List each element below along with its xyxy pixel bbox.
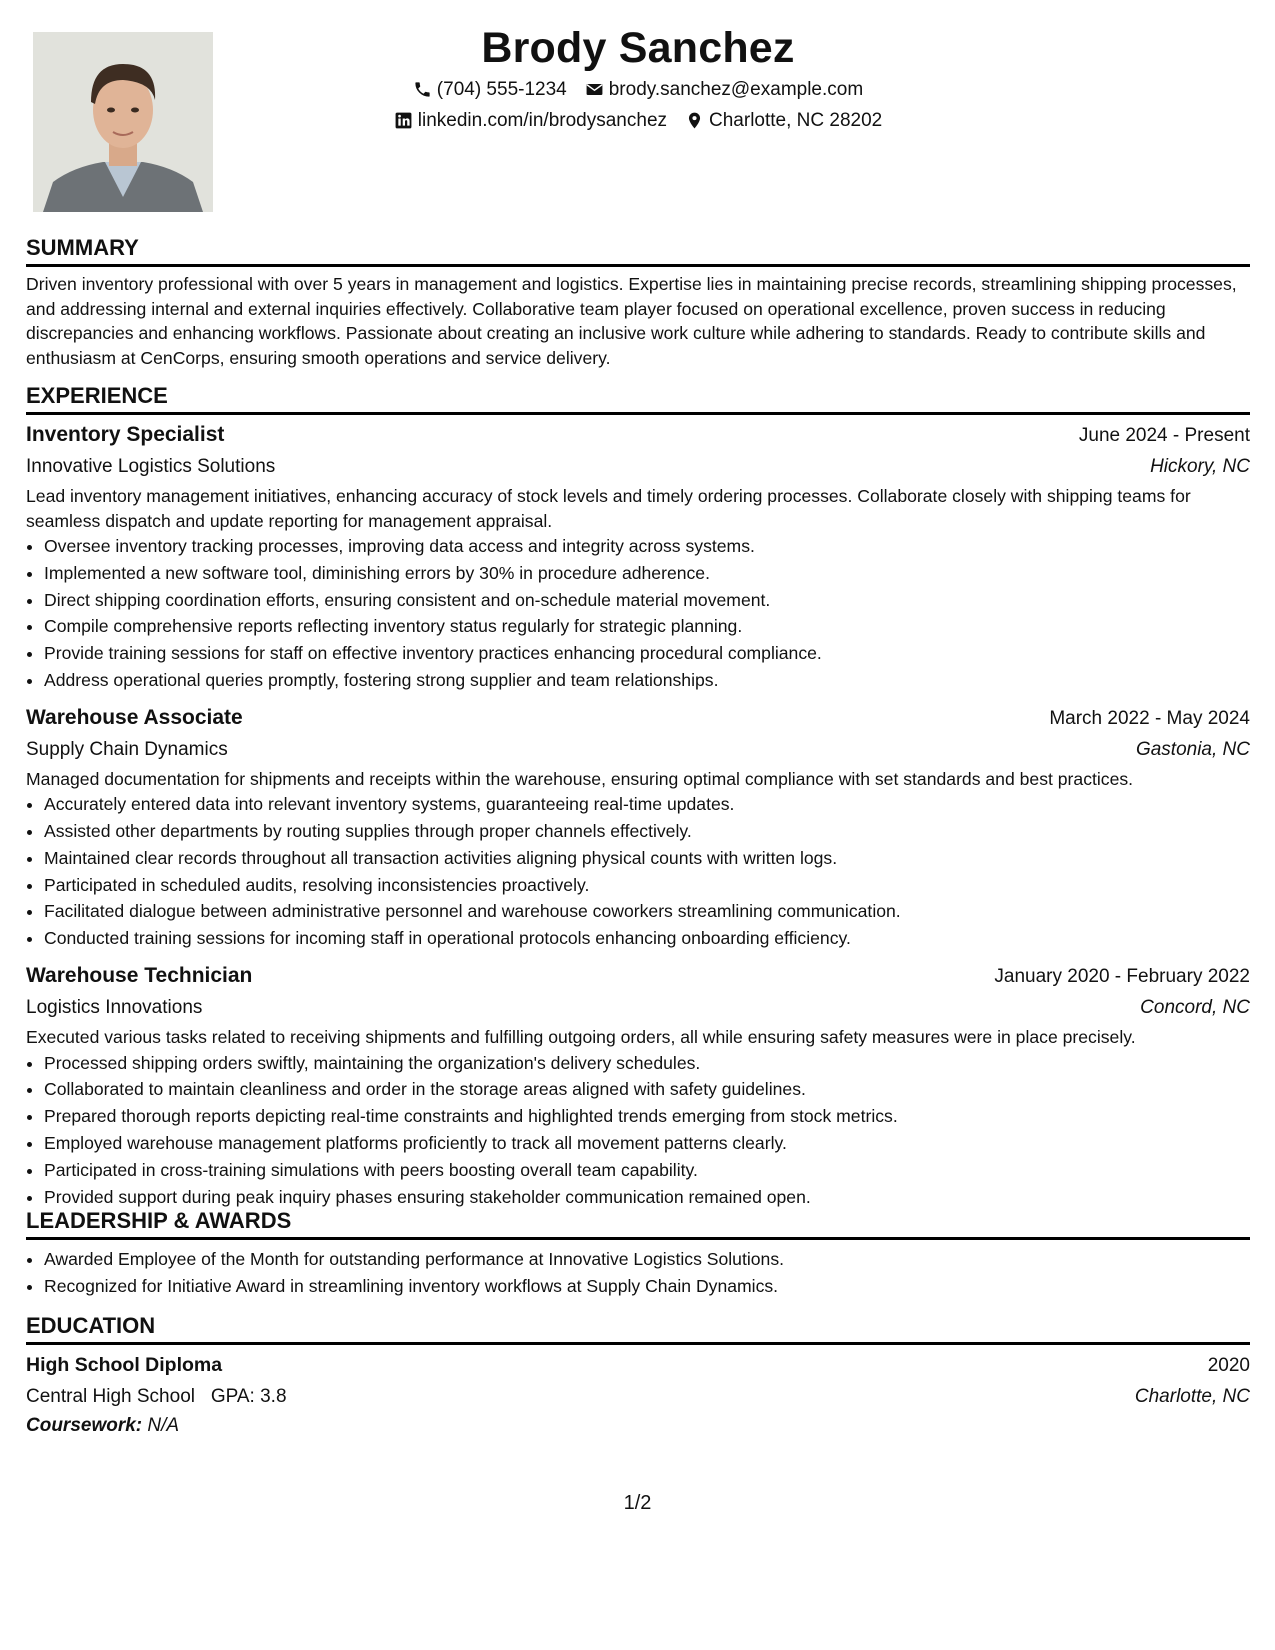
map-pin-icon <box>685 111 704 130</box>
phone-icon <box>413 80 432 99</box>
list-item: • Collaborated to maintain cleanliness and order in the storage areas aligned with safety guidelines. <box>44 1076 1250 1103</box>
phone-text: (704) 555-1234 <box>436 79 567 100</box>
job-location: Hickory, NC <box>1150 456 1250 477</box>
leadership-title: LEADERSHIP & AWARDS <box>26 1207 1250 1240</box>
list-item: • Maintained clear records throughout all transaction activities aligning physical counts with written logs. <box>44 845 1250 872</box>
list-item: • Conducted training sessions for incoming staff in operational protocols enhancing onboarding efficiency. <box>44 925 1250 952</box>
list-item: • Participated in scheduled audits, resolving inconsistencies proactively. <box>44 872 1250 899</box>
list-item: • Prepared thorough reports depicting real-time constraints and highlighted trends emerging from stock metrics. <box>44 1103 1250 1130</box>
degree: High School Diploma <box>26 1354 223 1376</box>
contact-linkedin[interactable] <box>394 105 667 136</box>
job-title: Warehouse Associate <box>26 705 243 729</box>
education-title: EDUCATION <box>26 1312 1250 1345</box>
leadership-section <box>26 1207 1250 1300</box>
education-section <box>26 1312 1250 1440</box>
list-item: • Implemented a new software tool, diminishing errors by 30% in procedure adherence. <box>44 560 1250 587</box>
header <box>26 22 1250 136</box>
job-dates: March 2022 - May 2024 <box>1049 707 1250 729</box>
education-location: Charlotte, NC <box>1134 1386 1250 1407</box>
school-name: Central High School <box>26 1386 195 1407</box>
contact-line-1 <box>26 74 1250 105</box>
contact-line-2 <box>26 105 1250 136</box>
list-item: • Provide training sessions for staff on effective inventory practices enhancing procedural compliance. <box>44 640 1250 667</box>
job-entry <box>26 702 1250 952</box>
coursework <box>26 1412 1250 1440</box>
list-item: • Participated in cross-training simulations with peers boosting overall team capability. <box>44 1157 1250 1184</box>
linkedin-icon <box>394 111 413 130</box>
job-dates: January 2020 - February 2022 <box>994 966 1250 988</box>
job-description: Lead inventory management initiatives, enhancing accuracy of stock levels and timely ordering processes. Collaborate closely with shipping teams for seamless dispatch and update reporting for management appraisal. <box>26 486 1191 531</box>
coursework-value: N/A <box>147 1415 180 1436</box>
summary-text: Driven inventory professional with over 5 years in management and logistics. Expertise lies in maintaining precise records, streamlining shipping processes, and addressing internal and external inquiries effectively. Collaborative team player focused on operational excellence, proven success in reducing discrepancies and enhancing workflows. Passionate about creating an inclusive work culture while adhering to standards. Ready to contribute skills and enthusiasm at CenCorps, ensuring smooth operations and service delivery. <box>26 274 1237 368</box>
job-bullets <box>26 791 1250 952</box>
coursework-label: Coursework: <box>26 1415 143 1436</box>
job-company: Innovative Logistics Solutions <box>26 456 276 477</box>
list-item: • Assisted other departments by routing supplies through proper channels effectively. <box>44 818 1250 845</box>
list-item: • Facilitated dialogue between administrative personnel and warehouse coworkers streamlining communication. <box>44 898 1250 925</box>
list-item: • Address operational queries promptly, fostering strong supplier and team relationships. <box>44 667 1250 694</box>
job-entry <box>26 960 1250 1210</box>
gpa: GPA: 3.8 <box>210 1386 287 1407</box>
list-item: • Recognized for Initiative Award in streamlining inventory workflows at Supply Chain Dynamics. <box>44 1273 1250 1300</box>
job-description: Managed documentation for shipments and receipts within the warehouse, ensuring optimal compliance with set standards and best practices. <box>26 768 1134 789</box>
job-dates: June 2024 - Present <box>1078 425 1250 446</box>
job-title: Inventory Specialist <box>26 423 225 446</box>
list-item: • Employed warehouse management platforms proficiently to track all movement patterns clearly. <box>44 1130 1250 1157</box>
list-item: • Processed shipping orders swiftly, maintaining the organization's delivery schedules. <box>44 1050 1250 1077</box>
awards-list <box>26 1246 1250 1300</box>
location-text: Charlotte, NC 28202 <box>709 110 883 131</box>
candidate-name: Brody Sanchez <box>481 24 795 72</box>
job-title: Warehouse Technician <box>26 964 253 988</box>
summary-section <box>26 234 1250 370</box>
list-item: • Awarded Employee of the Month for outstanding performance at Innovative Logistics Solutions. <box>44 1246 1250 1273</box>
job-location: Concord, NC <box>1140 997 1250 1019</box>
list-item: • Compile comprehensive reports reflecting inventory status regularly for strategic planning. <box>44 613 1250 640</box>
list-item: • Accurately entered data into relevant inventory systems, guaranteeing real-time updates. <box>44 791 1250 818</box>
school-line <box>26 1382 287 1412</box>
job-company: Logistics Innovations <box>26 997 203 1019</box>
resume-page <box>26 0 1250 1650</box>
list-item: • Oversee inventory tracking processes, improving data access and integrity across systems. <box>44 533 1250 560</box>
envelope-icon <box>585 80 604 99</box>
experience-title: EXPERIENCE <box>26 382 1250 415</box>
list-item: • Provided support during peak inquiry phases ensuring stakeholder communication remained open. <box>44 1184 1250 1211</box>
contact-phone <box>413 74 567 105</box>
education-year: 2020 <box>1207 1355 1250 1376</box>
job-entry <box>26 419 1250 694</box>
job-company: Supply Chain Dynamics <box>26 738 228 760</box>
summary-title: SUMMARY <box>26 234 1250 267</box>
page-number: 1/2 <box>623 1492 652 1514</box>
list-item: • Direct shipping coordination efforts, ensuring consistent and on-schedule material movement. <box>44 587 1250 614</box>
contact-location <box>685 105 882 136</box>
email-text[interactable]: brody.sanchez@example.com <box>608 79 864 100</box>
job-bullets <box>26 533 1250 694</box>
job-description: Executed various tasks related to receiving shipments and fulfilling outgoing orders, all while ensuring safety measures were in place precisely. <box>26 1027 1136 1048</box>
linkedin-text[interactable]: linkedin.com/in/brodysanchez <box>417 110 668 131</box>
job-bullets <box>26 1050 1250 1211</box>
experience-section <box>26 382 1250 1210</box>
contact-email[interactable] <box>585 74 863 105</box>
job-location: Gastonia, NC <box>1135 738 1250 760</box>
